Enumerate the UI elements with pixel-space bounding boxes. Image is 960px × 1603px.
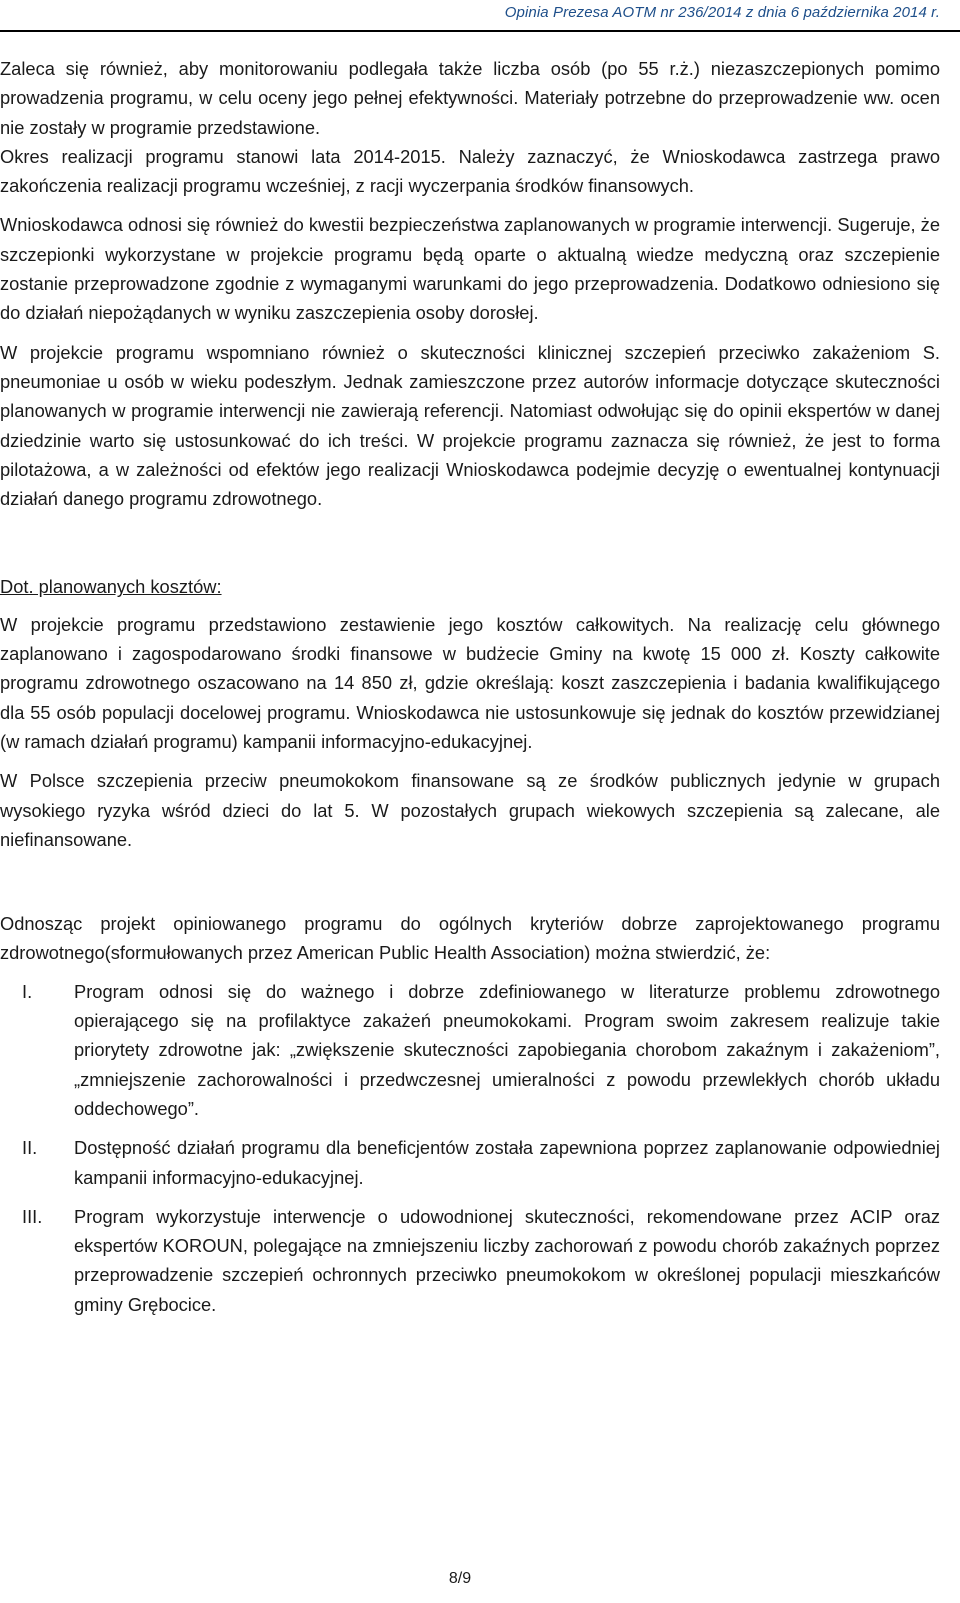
- page-number: 8/9: [448, 1570, 472, 1587]
- header-title: Opinia Prezesa AOTM nr 236/2014 z dnia 6 października 2014 r.: [504, 4, 940, 21]
- paragraph-monitoring: Zaleca się również, aby monitorowaniu podlegała także liczba osób (po 55 r.ż.) niezaszczepionych pomimo prowadzenia programu, w celu oceny jego pełnej efektywności. Materiały potrzebne do przeprowadzenie ww. ocen nie zostały w programie przedstawione.: [0, 58, 940, 138]
- list-item-number: I.: [22, 980, 33, 1002]
- list-item-number: III.: [22, 1205, 43, 1227]
- criteria-list: [0, 977, 940, 1319]
- paragraph-safety: Wnioskodawca odnosi się również do kwestii bezpieczeństwa zaplanowanych w programie interwencji. Sugeruje, że szczepionki wykorzystane w projekcie programu będą oparte o aktualną wiedze medyczną oraz szczepienie zostanie przeprowadzone zgodnie z wymaganymi warunkami do jego przeprowadzenia. Dodatkowo odniesiono się do działań niepożądanych w wyniku zaszczepienia osoby dorosłej.: [0, 214, 940, 324]
- list-item: [0, 1133, 940, 1192]
- list-item: [0, 977, 940, 1123]
- costs-heading: Dot. planowanych kosztów:: [0, 576, 222, 598]
- list-item-text: Program odnosi się do ważnego i dobrze zdefiniowanego w literaturze problemu zdrowotnego opierającego się na profilaktyce zakażeń pneumokokami. Program swoim zakresem realizuje takie priorytety zdrowotne jak: „zwiększenie skuteczności zapobiegania chorobom zakaźnym i zakażeniom”, „zmniejszenie zachorowalności i przedwczesnej umieralności z powodu przewlekłych chorób układu oddechowego”.: [74, 980, 940, 1119]
- list-item: [0, 1202, 940, 1319]
- page-header: [0, 0, 960, 30]
- paragraph-efficacy: W projekcie programu wspomniano również o skuteczności klinicznej szczepień przeciwko zakażeniom S. pneumoniae u osób w wieku podeszłym. Jednak zamieszczone przez autorów informacje dotyczące skuteczności planowanych w programie interwencji nie zawierają referencji. Natomiast odwołując się do opinii ekspertów w danej dziedzinie warto się ustosunkować do ich treści. W projekcie programu zaznacza się również, że jest to forma pilotażowa, a w zależności od efektów jego realizacji Wnioskodawca podejmie decyzję o ewentualnej kontynuacji działań danego programu zdrowotnego.: [0, 341, 940, 510]
- document-body: [0, 54, 940, 1319]
- paragraph-costs: W projekcie programu przedstawiono zestawienie jego kosztów całkowitych. Na realizację celu głównego zaplanowano i zagospodarowano środki finansowe w budżecie Gminy na kwotę 15 000 zł. Koszty całkowite programu zdrowotnego oszacowano na 14 850 zł, gdzie określają: koszt zaszczepienia i badania kwalifikującego dla 55 osób populacji docelowej programu. Wnioskodawca nie ustosunkowuje się jednak do kosztów przewidzianej (w ramach działań programu) kampanii informacyjno-edukacyjnej.: [0, 613, 940, 752]
- paragraph-period: Okres realizacji programu stanowi lata 2014-2015. Należy zaznaczyć, że Wnioskodawca zastrzega prawo zakończenia realizacji programu wcześniej, z racji wyczerpania środków finansowych.: [0, 145, 940, 197]
- list-item-text: Program wykorzystuje interwencje o udowodnionej skuteczności, rekomendowane przez ACIP oraz ekspertów KOROUN, polegające na zmniejszeniu liczby zachorowań z powodu chorób zakaźnych poprzez przeprowadzenie szczepień ochronnych przeciwko pneumokokom w określonej populacji mieszkańców gminy Grębocice.: [74, 1205, 940, 1315]
- paragraph-financing: W Polsce szczepienia przeciw pneumokokom finansowane są ze środków publicznych jedynie w grupach wysokiego ryzyka wśród dzieci do lat 5. W pozostałych grupach wiekowych szczepienia są zalecane, ale niefinansowane.: [0, 770, 940, 850]
- list-item-text: Dostępność działań programu dla beneficjentów została zapewniona poprzez zaplanowanie odpowiedniej kampanii informacyjno-edukacyjnej.: [74, 1137, 940, 1188]
- header-divider: [0, 30, 960, 32]
- criteria-intro: Odnosząc projekt opiniowanego programu do ogólnych kryteriów dobrze zaprojektowanego programu zdrowotnego(sformułowanych przez American Public Health Association) można stwierdzić, że:: [0, 913, 940, 964]
- list-item-number: II.: [22, 1137, 38, 1159]
